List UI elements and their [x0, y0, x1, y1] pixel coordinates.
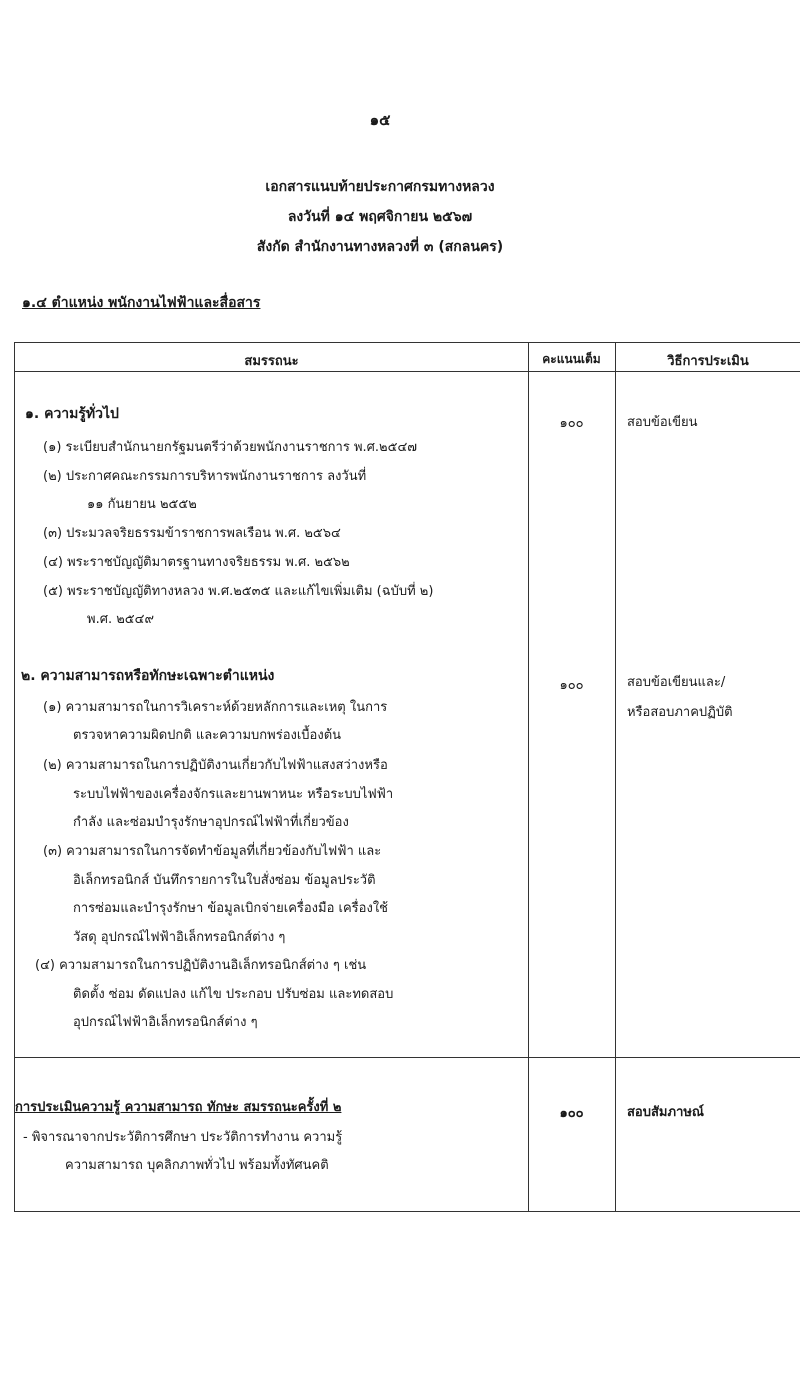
- list-item: การซ่อมและบำรุงรักษา ข้อมูลเบิกจ่ายเครื่องมือ เครื่องใช้: [73, 901, 388, 916]
- list-item: (๔) ความสามารถในการปฏิบัติงานอิเล็กทรอนิกส์ต่าง ๆ เช่น: [35, 958, 367, 973]
- group3-score: ๑๐๐: [559, 1106, 584, 1121]
- group3-method: สอบสัมภาษณ์: [627, 1105, 704, 1120]
- list-item: (๒) ความสามารถในการปฏิบัติงานเกี่ยวกับไฟฟ้าแสงสว่างหรือ: [43, 758, 388, 773]
- group2-method-line1: สอบข้อเขียนและ/: [627, 675, 726, 690]
- list-item: ระบบไฟฟ้าของเครื่องจักรและยานพาหนะ หรือระบบไฟฟ้า: [73, 787, 394, 802]
- competency-table: [14, 342, 800, 1212]
- list-item: พ.ศ. ๒๕๔๙: [87, 612, 154, 627]
- group1-score: ๑๐๐: [559, 416, 584, 431]
- list-item: - พิจารณาจากประวัติการศึกษา ประวัติการทำงาน ความรู้: [23, 1130, 343, 1145]
- header-line-3: สังกัด สำนักงานทางหลวงที่ ๓ (สกลนคร): [256, 239, 504, 255]
- list-item: ๑๑ กันยายน ๒๕๕๒: [87, 497, 197, 512]
- table-divider: [615, 343, 616, 1211]
- group1-title: ๑. ความรู้ทั่วไป: [25, 406, 119, 422]
- group2-score: ๑๐๐: [559, 678, 584, 693]
- column-header-score: คะแนนเต็ม: [542, 352, 601, 366]
- list-item: ติดตั้ง ซ่อม ดัดแปลง แก้ไข ประกอบ ปรับซ่อม และทดสอบ: [73, 987, 394, 1002]
- group1-method: สอบข้อเขียน: [627, 415, 698, 430]
- list-item: (๔) พระราชบัญญัติมาตรฐานทางจริยธรรม พ.ศ. ๒๕๖๒: [43, 555, 350, 570]
- group3-title: การประเมินความรู้ ความสามารถ ทักษะ สมรรถนะครั้งที่ ๒: [15, 1100, 342, 1115]
- list-item: กำลัง และซ่อมบำรุงรักษาอุปกรณ์ไฟฟ้าที่เกี่ยวข้อง: [73, 815, 349, 830]
- list-item: (๑) ความสามารถในการวิเคราะห์ด้วยหลักการและเหตุ ในการ: [43, 700, 388, 715]
- list-item: (๑) ระเบียบสำนักนายกรัฐมนตรีว่าด้วยพนักงานราชการ พ.ศ.๒๕๔๗: [43, 440, 418, 455]
- list-item: อิเล็กทรอนิกส์ บันทึกรายการในใบสั่งซ่อม ข้อมูลประวัติ: [73, 873, 376, 888]
- list-item: (๒) ประกาศคณะกรรมการบริหารพนักงานราชการ ลงวันที่: [43, 469, 367, 484]
- list-item: วัสดุ อุปกรณ์ไฟฟ้าอิเล็กทรอนิกส์ต่าง ๆ: [73, 930, 286, 945]
- table-divider: [15, 371, 800, 372]
- list-item: (๓) ประมวลจริยธรรมข้าราชการพลเรือน พ.ศ. ๒๕๖๔: [43, 526, 341, 541]
- list-item: (๓) ความสามารถในการจัดทำข้อมูลที่เกี่ยวข้องกับไฟฟ้า และ: [43, 844, 382, 859]
- page-number: ๑๕: [369, 111, 391, 129]
- group2-method-line2: หรือสอบภาคปฏิบัติ: [627, 705, 733, 720]
- list-item: (๕) พระราชบัญญัติทางหลวง พ.ศ.๒๕๓๕ และแก้ไขเพิ่มเติม (ฉบับที่ ๒): [43, 584, 434, 599]
- column-header-competency: สมรรถนะ: [244, 354, 299, 369]
- section-title: ๑.๔ ตำแหน่ง พนักงานไฟฟ้าและสื่อสาร: [22, 295, 261, 311]
- header-line-2: ลงวันที่ ๑๔ พฤศจิกายน ๒๕๖๗: [287, 209, 473, 225]
- group2-title: ๒. ความสามารถหรือทักษะเฉพาะตำแหน่ง: [21, 668, 275, 684]
- table-divider: [528, 343, 529, 1211]
- list-item: ตรวจหาความผิดปกติ และความบกพร่องเบื้องต้น: [73, 728, 342, 743]
- list-item: อุปกรณ์ไฟฟ้าอิเล็กทรอนิกส์ต่าง ๆ: [73, 1015, 258, 1030]
- list-item: ความสามารถ บุคลิกภาพทั่วไป พร้อมทั้งทัศนคติ: [65, 1158, 329, 1173]
- column-header-method: วิธีการประเมิน: [667, 354, 749, 369]
- header-line-1: เอกสารแนบท้ายประกาศกรมทางหลวง: [265, 179, 495, 195]
- table-divider: [15, 1057, 800, 1058]
